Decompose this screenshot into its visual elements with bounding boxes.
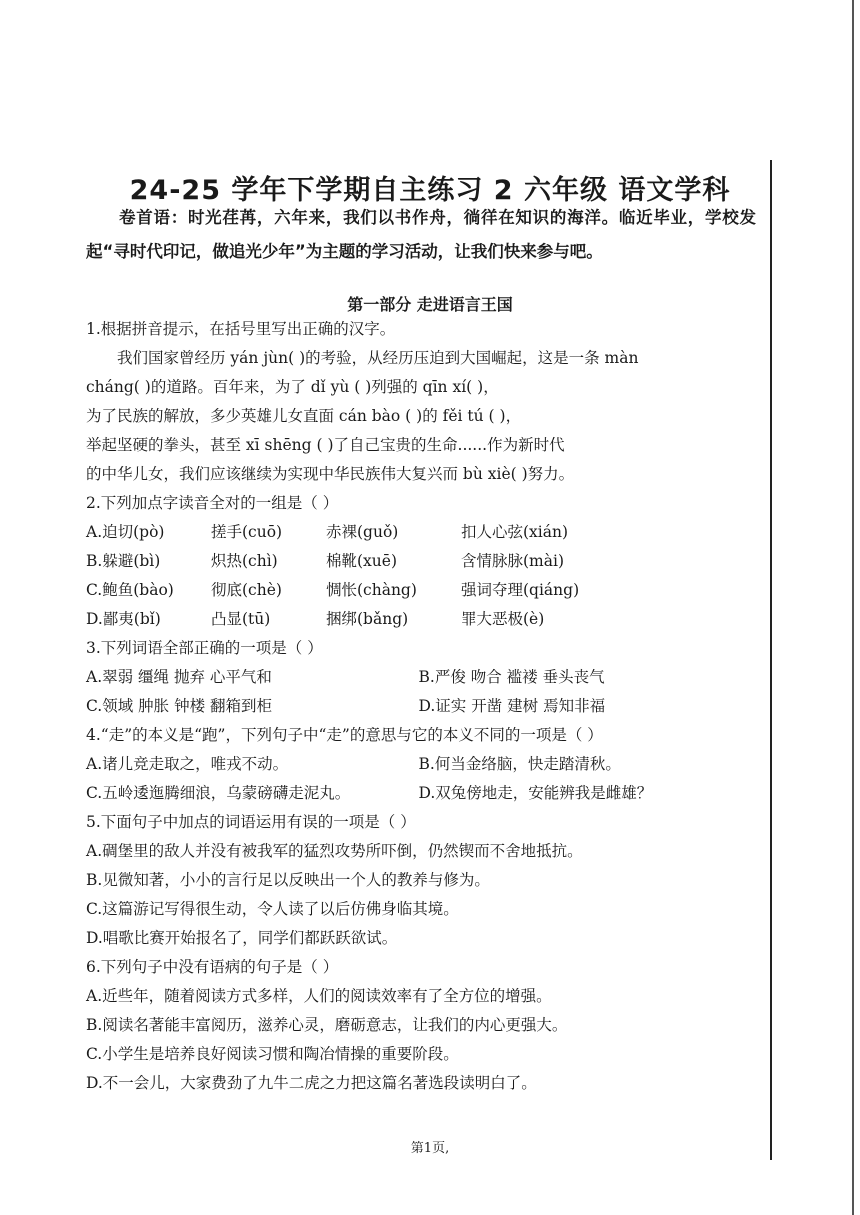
option-item: C.五岭逶迤腾细浪，乌蒙磅礴走泥丸。 — [86, 784, 351, 802]
option-item: B.躲避(bì) — [86, 552, 161, 570]
option-item: D.双兔傍地走，安能辨我是雌雄？ — [418, 784, 653, 802]
option-item: C.领域 肿胀 钟楼 翻箱到柜 — [86, 697, 273, 715]
option-item: 捆绑(bǎng) — [326, 610, 409, 628]
question-text-line: 为了民族的解放，多少英雄儿女直面 cán bào ( )的 fěi tú ( )， — [86, 407, 522, 425]
question-text-line: 的中华儿女，我们应该继续为实现中华民族伟大复兴而 bù xiè( )努力。 — [86, 465, 575, 483]
option-item: B.阅读名著能丰富阅历，滋养心灵，磨砺意志，让我们的内心更强大。 — [86, 1016, 568, 1034]
option-item: 含情脉脉(mài) — [461, 552, 564, 570]
option-item: A.诸儿竞走取之，唯戎不动。 — [86, 755, 289, 773]
option-item: 搓手(cuō) — [211, 523, 283, 541]
option-item: 扣人心弦(xián) — [461, 523, 569, 541]
option-item: B.严俊 吻合 褴褛 垂头丧气 — [418, 668, 605, 686]
question-stem: 5.下面句子中加点的词语运用有误的一项是（ ） — [86, 813, 416, 831]
page-title: 24-25 学年下学期自主练习 2 六年级 语文学科 — [129, 175, 731, 206]
option-row-d — [86, 605, 751, 634]
option-item: 惆怅(chàng) — [326, 581, 417, 599]
option-item: C.鲍鱼(bào) — [86, 581, 174, 599]
question-stem: 2.下列加点字读音全对的一组是（ ） — [86, 494, 339, 512]
question-text-line: 举起坚硬的拳头，甚至 xī shēng ( )了自己宝贵的生命......作为新时代 — [86, 436, 565, 454]
option-row-c — [86, 576, 751, 605]
option-item: 凸显(tū) — [211, 610, 271, 628]
question-5 — [86, 808, 751, 953]
option-item: D.唱歌比赛开始报名了，同学们都跃跃欲试。 — [86, 929, 398, 947]
option-item: B.见微知著，小小的言行足以反映出一个人的教养与修为。 — [86, 871, 490, 889]
question-4 — [86, 721, 751, 808]
question-3 — [86, 634, 751, 721]
option-item: 罪大恶极(è) — [461, 610, 545, 628]
option-item: 棉靴(xuē) — [326, 552, 397, 570]
option-item: A.迫切(pò) — [86, 523, 165, 541]
option-item: B.何当金络脑，快走踏清秋。 — [418, 755, 621, 773]
question-text-line: cháng( )的道路。百年来，为了 dǐ yù ( )列强的 qīn xí( )， — [86, 378, 499, 396]
question-stem: 3.下列词语全部正确的一项是（ ） — [86, 639, 323, 657]
question-stem: 6.下列句子中没有语病的句子是（ ） — [86, 958, 339, 976]
option-item: D.不一会儿，大家费劲了九牛二虎之力把这篇名著选段读明白了。 — [86, 1074, 537, 1092]
question-stem: 1.根据拼音提示，在括号里写出正确的汉字。 — [86, 320, 396, 338]
option-item: A.近些年，随着阅读方式多样，人们的阅读效率有了全方位的增强。 — [86, 987, 552, 1005]
option-item: D.鄙夷(bǐ) — [86, 610, 161, 628]
option-item: 强词夺理(qiáng) — [461, 581, 580, 599]
question-1 — [86, 315, 751, 489]
question-stem: 4.“走”的本义是“跑”，下列句子中“走”的意思与它的本义不同的一项是（ ） — [86, 726, 603, 744]
section-title: 第一部分 走进语言王国 — [347, 295, 513, 314]
option-row-b — [86, 547, 751, 576]
option-item: A.碉堡里的敌人并没有被我军的猛烈攻势所吓倒，仍然锲而不舍地抵抗。 — [86, 842, 583, 860]
question-text-line: 我们国家曾经历 yán jùn( )的考验，从经历压迫到大国崛起，这是一条 màn — [117, 349, 639, 367]
option-row — [86, 663, 751, 692]
option-row-a — [86, 518, 751, 547]
option-item: 赤裸(guǒ) — [326, 523, 399, 541]
option-item: 彻底(chè) — [211, 581, 282, 599]
option-row — [86, 692, 751, 721]
preface: 卷首语：时光荏苒，六年来，我们以书作舟，徜徉在知识的海洋。临近毕业，学校发起“寻时代印记，做追光少年”为主题的学习活动，让我们快来参与吧。 — [86, 208, 756, 261]
option-item: 炽热(chì) — [211, 552, 278, 570]
option-row — [86, 779, 751, 808]
option-item: C.小学生是培养良好阅读习惯和陶冶情操的重要阶段。 — [86, 1045, 459, 1063]
page-number: 第1页, — [410, 1141, 450, 1156]
questions — [86, 315, 751, 1098]
option-item: D.证实 开凿 建树 焉知非福 — [418, 697, 606, 715]
question-6 — [86, 953, 751, 1098]
question-2 — [86, 489, 751, 634]
option-row — [86, 750, 751, 779]
option-item: A.翠弱 缰绳 抛弃 心平气和 — [86, 668, 272, 686]
option-item: C.这篇游记写得很生动，令人读了以后仿佛身临其境。 — [86, 900, 459, 918]
